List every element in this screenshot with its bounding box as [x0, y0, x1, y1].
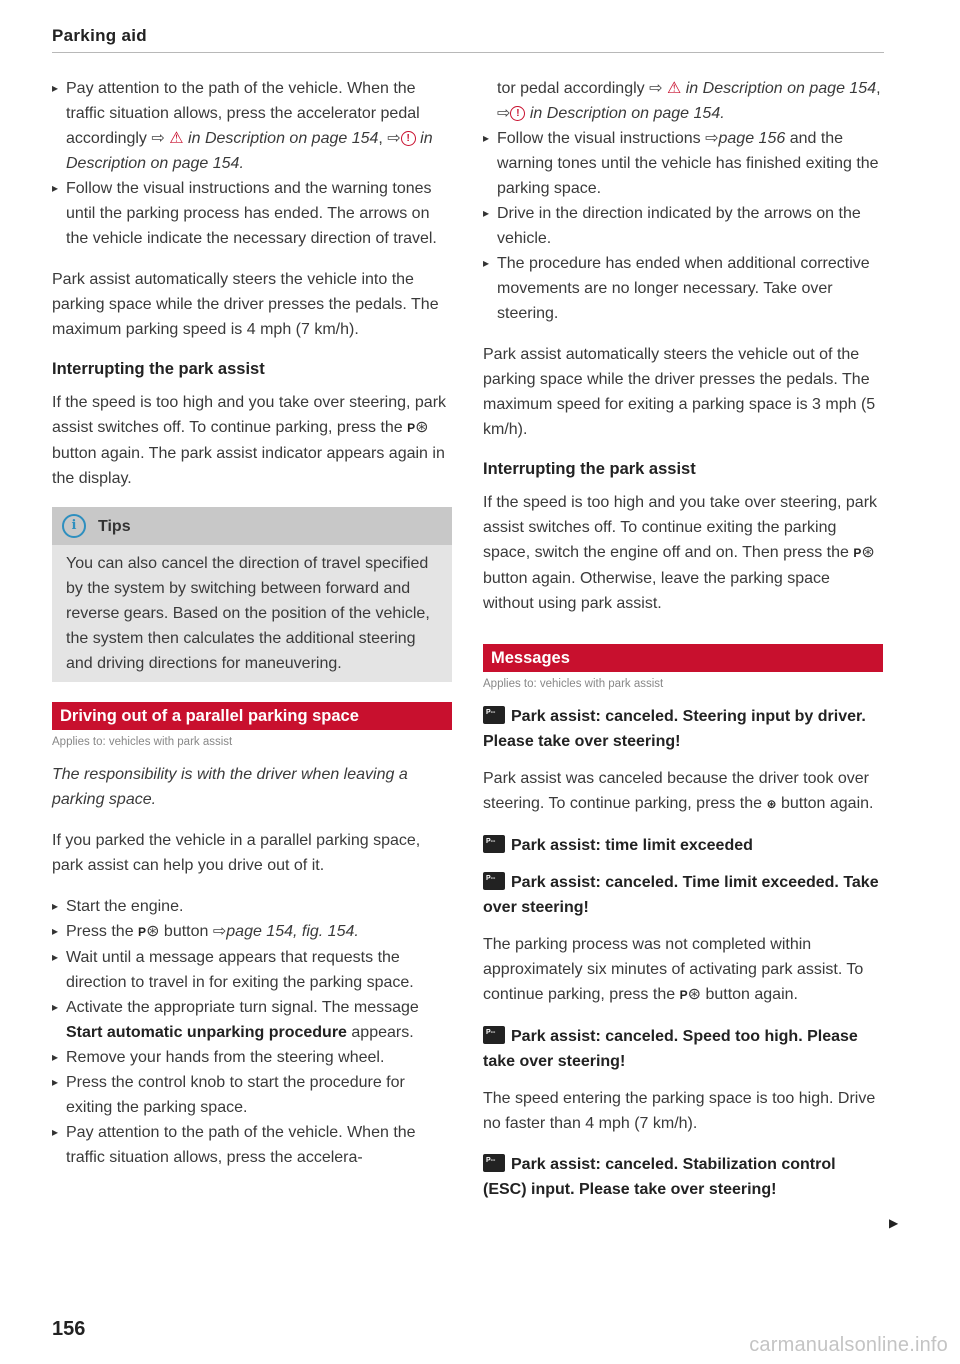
park-assist-button-icon: P [407, 421, 416, 435]
tips-text: You can also cancel the direction of travel specified by the system by switching between forward and reverse gears. Based on the position of the vehicle, the system then calculates the additional steering and driving directions for maneuvering. [66, 555, 430, 672]
list-item: ▸ Wait until a message appears that requests the direction to travel in for exiting the parking space. [52, 945, 452, 995]
applies-note: Applies to: vehicles with park assist [52, 736, 233, 748]
right-column [483, 76, 883, 1214]
park-assist-button-icon: ⊛ [766, 797, 777, 811]
steps-list [483, 126, 883, 326]
list-item: ▸ Press the control knob to start the procedure for exiting the parking space. [52, 1070, 452, 1120]
paragraph: If the speed is too high and you take over steering, park assist switches off. To continue exiting the parking space, switch the engine off and on. Then press the P⊛ button again. Otherwise, leave the parking space without using park assist. [483, 494, 878, 612]
list-item: ▸ Activate the appropriate turn signal. The message Start automatic unparking procedure appears. [52, 995, 452, 1045]
park-warning-icon [483, 706, 505, 724]
continue-arrow-icon: ▶ [889, 1216, 899, 1230]
paragraph: Park assist automatically steers the vehicle out of the parking space while the driver presses the pedals. The maximum speed for exiting a parking space is 3 mph (5 km/h). [483, 346, 876, 438]
notice-icon: ! [510, 106, 525, 121]
paragraph: Park assist automatically steers the vehicle into the parking space while the driver presses the pedals. The maximum parking speed is 4 mph (7 km/h). [52, 271, 439, 338]
page-number: 156 [52, 1318, 86, 1340]
list-item: ▸ Remove your hands from the steering wheel. [52, 1045, 452, 1070]
list-item: ▸ Start the engine. [52, 894, 452, 919]
list-item: ▸ Pay attention to the path of the vehicle. When the traffic situation allows, press the accelerator pedal accordingly ⇨ ⚠ in Description on page 154, ⇨ ! in Description on page 154. [52, 76, 452, 176]
paragraph: If you parked the vehicle in a parallel parking space, park assist can help you drive out of it. [52, 832, 421, 874]
cross-reference[interactable]: in Description on page 154. [66, 130, 433, 172]
section-heading: Messages [483, 644, 883, 672]
park-warning-icon [483, 872, 505, 890]
park-warning-icon [483, 1154, 505, 1172]
paragraph: If the speed is too high and you take over steering, park assist switches off. To continue parking, press the P⊛ button again. The park assist indicator appears again in the display. [52, 394, 447, 487]
park-assist-button-icon: P [138, 925, 147, 939]
message-item: P--Park assist: canceled. Speed too high. Please take over steering! [483, 1024, 883, 1074]
applies-note: Applies to: vehicles with park assist [483, 678, 664, 690]
list-item: ▸ Press the P⊛ button ⇨page 154, fig. 154. [52, 919, 452, 945]
left-column [52, 76, 452, 1170]
subheading: Interrupting the park assist [483, 460, 696, 478]
tips-header: i Tips [52, 507, 452, 545]
cross-reference[interactable]: in Description on page 154 [685, 80, 877, 97]
message-item: P--Park assist: canceled. Steering input by driver. Please take over steering! [483, 704, 883, 754]
park-warning-icon [483, 835, 505, 853]
subheading: Interrupting the park assist [52, 360, 265, 378]
paragraph: Park assist was canceled because the driver took over steering. To continue parking, press the ⊛ button again. [483, 770, 874, 812]
list-item: ▸ The procedure has ended when additional corrective movements are no longer necessary. Take over steering. [483, 251, 883, 326]
cross-reference[interactable]: page 154, fig. 154. [226, 923, 359, 940]
cross-reference[interactable]: page 156 [718, 130, 786, 147]
message-item: P--Park assist: canceled. Stabilization control (ESC) input. Please take over steering! [483, 1152, 883, 1202]
cross-reference[interactable]: in Description on page 154. [529, 105, 725, 122]
list-item: ▸ Follow the visual instructions and the warning tones until the parking process has ended. The arrows on the vehicle indicate the necessary direction of travel. [52, 176, 452, 251]
info-icon: i [62, 514, 86, 538]
cross-reference[interactable]: in Description on page 154 [188, 130, 379, 147]
message-item: P--Park assist: canceled. Time limit exceeded. Take over steering! [483, 870, 883, 920]
list-item: ▸ Follow the visual instructions ⇨page 156 and the warning tones until the vehicle has finished exiting the parking space. [483, 126, 883, 201]
paragraph: The parking process was not completed within approximately six minutes of activating park assist. To continue parking, press the P⊛ button again. [483, 936, 864, 1003]
paragraph: The responsibility is with the driver when leaving a parking space. [52, 766, 408, 808]
message-item: P--Park assist: time limit exceeded [483, 833, 883, 858]
list-item: ▸ Pay attention to the path of the vehicle. When the traffic situation allows, press the accelera- [52, 1120, 452, 1170]
park-assist-button-icon: P [853, 546, 862, 560]
park-warning-icon [483, 1026, 505, 1044]
section-title: Parking aid [52, 26, 147, 45]
tips-box [52, 507, 452, 682]
steps-list [52, 76, 452, 251]
steps-list [52, 894, 452, 1170]
paragraph: tor pedal accordingly ⇨ ⚠ in Description on page 154, ⇨ ! in Description on page 154. [497, 80, 881, 122]
page-header [52, 26, 884, 53]
notice-icon: ! [401, 131, 416, 146]
park-assist-button-icon: P [679, 988, 688, 1002]
watermark: carmanualsonline.info [749, 1334, 948, 1356]
list-item: ▸ Drive in the direction indicated by the arrows on the vehicle. [483, 201, 883, 251]
section-heading: Driving out of a parallel parking space [52, 702, 452, 730]
paragraph: The speed entering the parking space is too high. Drive no faster than 4 mph (7 km/h). [483, 1090, 876, 1132]
